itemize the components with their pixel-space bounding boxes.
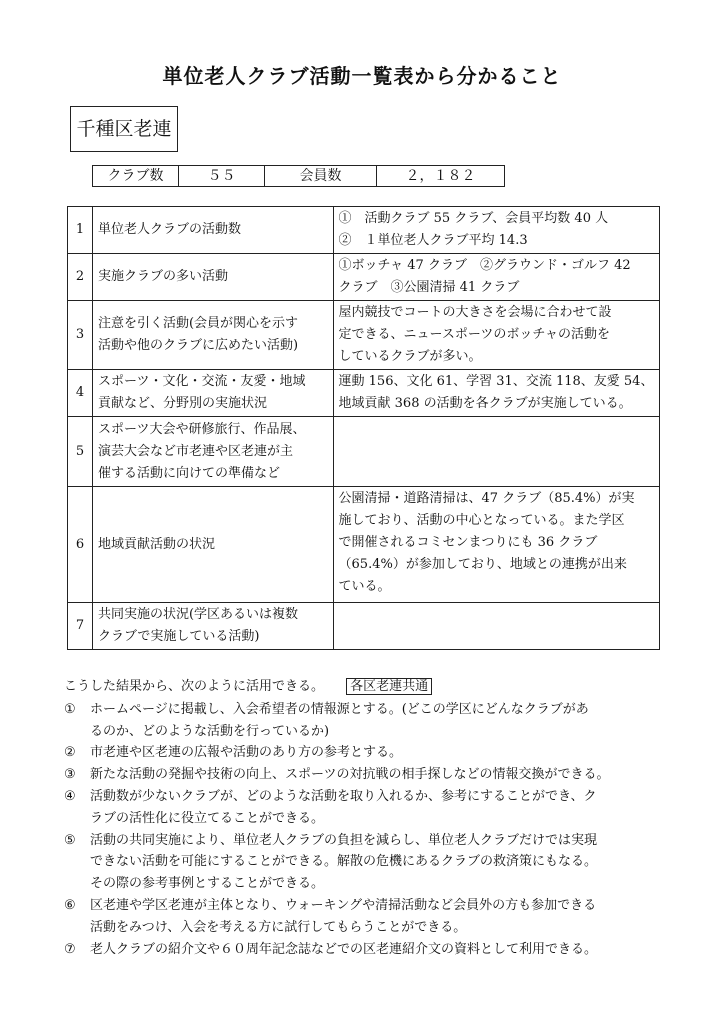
row-item-line: 活動や他のクラブに広めたい活動) bbox=[97, 338, 299, 353]
usage-item-text bbox=[90, 830, 664, 895]
row-number: 4 bbox=[68, 370, 93, 417]
usage-item bbox=[64, 699, 664, 743]
row-detail bbox=[333, 487, 659, 603]
table-row bbox=[68, 370, 660, 417]
club-count-value: ５５ bbox=[179, 166, 265, 186]
row-number: 6 bbox=[68, 487, 93, 603]
stats-row bbox=[92, 165, 505, 187]
row-item-line: スポーツ大会や研修旅行、作品展、 bbox=[97, 421, 306, 437]
usage-item-number: ③ bbox=[64, 767, 76, 783]
row-detail-line: ①ボッチャ 47 クラブ ②グラウンド・ゴルフ 42 bbox=[338, 258, 631, 273]
usage-item-line: 活動数が少ないクラブが、どのような活動を取り入れるか、参考にすることができ、ク bbox=[90, 788, 597, 804]
row-number: 2 bbox=[68, 254, 93, 301]
table-row bbox=[68, 254, 660, 301]
usage-item-text bbox=[90, 895, 664, 939]
row-detail bbox=[333, 254, 659, 301]
ward-name-box: 千種区老連 bbox=[70, 106, 178, 152]
usage-item-line: できない活動を可能にすることができる。解散の危機にあるクラブの救済策にもなる。 bbox=[90, 854, 598, 870]
row-detail-line: （65.4%）が参加しており、地域との連携が出来 bbox=[338, 557, 627, 572]
usage-item-text bbox=[90, 699, 664, 743]
row-detail-line: しているクラブが多い。 bbox=[338, 349, 482, 364]
activity-summary-table bbox=[67, 206, 660, 650]
row-item bbox=[92, 301, 333, 370]
row-detail-line: ている。 bbox=[338, 579, 391, 594]
usage-item bbox=[64, 895, 664, 939]
row-number: 1 bbox=[68, 207, 93, 254]
usage-item-number: ④ bbox=[64, 788, 76, 804]
table-row bbox=[68, 487, 660, 603]
row-number: 7 bbox=[68, 603, 93, 650]
row-item-line: スポーツ・文化・交流・友愛・地域 bbox=[97, 374, 306, 389]
row-item bbox=[92, 254, 333, 301]
row-item-line: 共同実施の状況(学区あるいは複数 bbox=[97, 607, 299, 622]
row-item-line: 注意を引く活動(会員が関心を示す bbox=[97, 316, 299, 331]
usage-item-number: ⑤ bbox=[64, 832, 76, 848]
usage-item-line: ホームページに掲載し、入会希望者の情報源とする。(どこの学区にどんなクラブがあ bbox=[90, 701, 589, 717]
row-item bbox=[92, 207, 333, 254]
row-detail-line: で開催されるコミセンまつりにも 36 クラブ bbox=[338, 535, 598, 550]
page-title: 単位老人クラブ活動一覧表から分かること bbox=[162, 64, 562, 88]
usage-intro-line bbox=[64, 676, 664, 698]
table-row bbox=[68, 301, 660, 370]
club-count-label: クラブ数 bbox=[93, 166, 179, 186]
usage-item-line: 老人クラブの紹介文や６０周年記念誌などでの区老連紹介文の資料として利用できる。 bbox=[90, 941, 598, 957]
row-item-line: 単位老人クラブの活動数 bbox=[97, 222, 241, 237]
row-number: 3 bbox=[68, 301, 93, 370]
usage-item-line: ラブの活性化に役立てることができる。 bbox=[90, 810, 325, 826]
usage-item-text bbox=[90, 764, 664, 786]
usage-intro: こうした結果から、次のように活用できる。 bbox=[64, 679, 325, 694]
row-detail bbox=[333, 370, 659, 417]
usage-item-number: ① bbox=[64, 701, 76, 717]
row-detail-line: ② １単位老人クラブ平均 14.3 bbox=[338, 233, 528, 248]
usage-item-text bbox=[90, 742, 664, 764]
usage-item bbox=[64, 742, 664, 764]
row-item-line: 演芸大会など市老連や区老連が主 bbox=[97, 443, 293, 459]
table-row bbox=[68, 603, 660, 650]
row-item-line: 地域貢献活動の状況 bbox=[97, 536, 215, 552]
row-item-line: クラブで実施している活動) bbox=[97, 629, 260, 644]
usage-item-text bbox=[90, 786, 664, 830]
row-item-line: 催する活動に向けての準備など bbox=[97, 465, 280, 481]
usage-item bbox=[64, 939, 664, 961]
row-detail bbox=[333, 417, 659, 487]
usage-item-line: 新たな活動の発掘や技術の向上、スポーツの対抗戦の相手探しなどの情報交換ができる。 bbox=[90, 767, 610, 783]
member-count-value: ２，１８２ bbox=[405, 168, 476, 184]
row-detail-line: 屋内競技でコートの大きさを会場に合わせて設 bbox=[338, 305, 612, 320]
row-detail-line: クラブ ③公園清掃 41 クラブ bbox=[338, 280, 520, 295]
row-detail-line: 公園清掃・道路清掃は、47 クラブ（85.4%）が実 bbox=[338, 491, 635, 506]
common-tag: 各区老連共通 bbox=[346, 678, 432, 695]
row-item bbox=[92, 370, 333, 417]
usage-item-line: るのか、どのような活動を行っているか) bbox=[90, 723, 330, 739]
row-detail-line: 定できる、ニュースポーツのボッチャの活動を bbox=[338, 327, 610, 342]
row-detail bbox=[333, 207, 659, 254]
usage-item-line: 区老連や学区老連が主体となり、ウォーキングや清掃活動など会員外の方も参加できる bbox=[90, 897, 597, 913]
usage-item bbox=[64, 764, 664, 786]
row-item bbox=[92, 603, 333, 650]
row-detail-line: 施しており、活動の中心となっている。また学区 bbox=[338, 513, 625, 528]
usage-item bbox=[64, 786, 664, 830]
table-row bbox=[68, 207, 660, 254]
row-item bbox=[92, 417, 333, 487]
usage-item-number: ⑦ bbox=[64, 941, 76, 957]
row-detail bbox=[333, 301, 659, 370]
table-row bbox=[68, 417, 660, 487]
usage-item-line: 活動の共同実施により、単位老人クラブの負担を減らし、単位老人クラブだけでは実現 bbox=[90, 832, 598, 848]
row-detail-line: ① 活動クラブ 55 クラブ、会員平均数 40 人 bbox=[338, 211, 609, 226]
row-detail-line: 地域貢献 368 の活動を各クラブが実施している。 bbox=[338, 396, 632, 411]
usage-item-number: ② bbox=[64, 745, 76, 761]
row-item-line: 実施クラブの多い活動 bbox=[97, 269, 228, 284]
usage-item-line: 活動をみつけ、入会を考える方に試行してもらうことができる。 bbox=[90, 919, 467, 935]
usage-item bbox=[64, 830, 664, 895]
usage-item-number: ⑥ bbox=[64, 897, 76, 913]
usage-section bbox=[64, 676, 664, 960]
usage-item-line: その際の参考事例とすることができる。 bbox=[90, 876, 325, 892]
usage-item-text bbox=[90, 939, 664, 961]
member-count-label: 会員数 bbox=[265, 166, 377, 186]
row-item bbox=[92, 487, 333, 603]
row-number: 5 bbox=[68, 417, 93, 487]
row-item-line: 貢献など、分野別の実施状況 bbox=[97, 396, 267, 411]
usage-list bbox=[64, 699, 664, 961]
row-detail bbox=[333, 603, 659, 650]
row-detail-line: 運動 156、文化 61、学習 31、交流 118、友愛 54、 bbox=[338, 374, 654, 389]
usage-item-line: 市老連や区老連の広報や活動のあり方の参考とする。 bbox=[90, 745, 403, 761]
